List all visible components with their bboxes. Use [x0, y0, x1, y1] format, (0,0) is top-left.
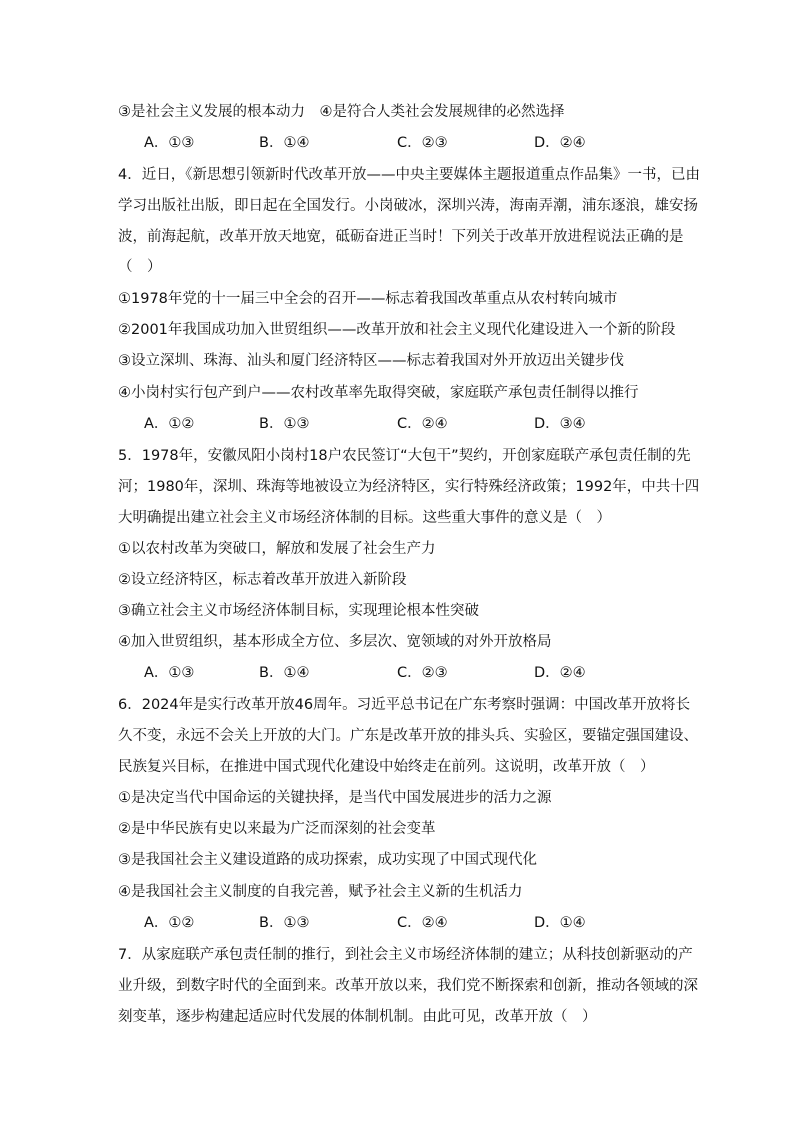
q4-option-a[interactable]: A．①② — [144, 416, 195, 432]
q5-item-3: ③确立社会主义市场经济体制目标，实现理论根本性突破 — [118, 603, 479, 619]
q5-item-4: ④加入世贸组织，基本形成全方位、多层次、宽领域的对外开放格局 — [118, 634, 552, 650]
q6-stem-line: 6．2024年是实行改革开放46周年。习近平总书记在广东考察时强调：中国改革开放将长 — [118, 697, 691, 713]
q4-stem-line: （ ） — [118, 259, 162, 275]
q6-option-c[interactable]: C．②④ — [397, 915, 448, 931]
q6-item-1: ①是决定当代中国命运的关键抉择，是当代中国发展进步的活力之源 — [118, 790, 552, 806]
q5-option-b[interactable]: B．①④ — [259, 665, 310, 681]
q4-item-4: ④小岗村实行包产到户——农村改革率先取得突破，家庭联产承包责任制得以推行 — [118, 385, 639, 401]
q5-stem-line: 5．1978年，安徽凤阳小岗村18户农民签订“大包干”契约，开创家庭联产承包责任制的先 — [118, 448, 691, 464]
q4-option-c[interactable]: C．②④ — [397, 416, 448, 432]
q4-stem-line: 学习出版社出版，即日起在全国发行。小岗破冰，深圳兴涛，海南弄潮，浦东逐浪，雄安扬 — [118, 198, 698, 214]
q6-option-b[interactable]: B．①③ — [259, 915, 310, 931]
q3-option-a[interactable]: A．①③ — [144, 135, 195, 151]
q7-stem-line: 业升级，到数字时代的全面到来。改革开放以来，我们党不断探索和创新，推动各领域的深 — [118, 978, 698, 994]
q6-option-d[interactable]: D．①④ — [534, 915, 586, 931]
q4-item-1: ①1978年党的十一届三中全会的召开——标志着我国改革重点从农村转向城市 — [118, 291, 618, 307]
q6-item-4: ④是我国社会主义制度的自我完善，赋予社会主义新的生机活力 — [118, 884, 523, 900]
q5-option-c[interactable]: C．②③ — [397, 665, 448, 681]
q6-item-3: ③是我国社会主义建设道路的成功探索，成功实现了中国式现代化 — [118, 852, 537, 868]
q3-item-line: ③是社会主义发展的根本动力 ④是符合人类社会发展规律的必然选择 — [118, 104, 565, 120]
q6-option-a[interactable]: A．①② — [144, 915, 195, 931]
q3-option-b[interactable]: B．①④ — [259, 135, 310, 151]
q6-item-2: ②是中华民族有史以来最为广泛而深刻的社会变革 — [118, 821, 436, 837]
q3-option-c[interactable]: C．②③ — [397, 135, 448, 151]
q5-item-1: ①以农村改革为突破口，解放和发展了社会生产力 — [118, 541, 436, 557]
q4-option-b[interactable]: B．①③ — [259, 416, 310, 432]
q4-item-2: ②2001年我国成功加入世贸组织——改革开放和社会主义现代化建设进入一个新的阶段 — [118, 322, 676, 338]
q6-stem-line: 久不变，永远不会关上开放的大门。广东是改革开放的排头兵、实验区，要锚定强国建设、 — [118, 728, 698, 744]
q7-stem-line: 刻变革，逐步构建起适应时代发展的体制机制。由此可见，改革开放（ ） — [118, 1009, 597, 1025]
q4-stem-line: 4．近日，《新思想引领新时代改革开放——中央主要媒体主题报道重点作品集》一书，已由 — [118, 167, 700, 183]
q7-stem-line: 7．从家庭联产承包责任制的推行，到社会主义市场经济体制的建立；从科技创新驱动的产 — [118, 947, 693, 963]
q4-stem-line: 波，前海起航，改革开放天地宽，砥砺奋进正当时！下列关于改革开放进程说法正确的是 — [118, 229, 684, 245]
q5-stem-line: 大明确提出建立社会主义市场经济体制的目标。这些重大事件的意义是（ ） — [118, 510, 611, 526]
q5-stem-line: 河；1980年，深圳、珠海等地被设立为经济特区，实行特殊经济政策；1992年，中共十四 — [118, 479, 700, 495]
q3-option-d[interactable]: D．②④ — [534, 135, 586, 151]
q5-item-2: ②设立经济特区，标志着改革开放进入新阶段 — [118, 572, 407, 588]
q5-option-d[interactable]: D．②④ — [534, 665, 586, 681]
q4-option-d[interactable]: D．③④ — [534, 416, 586, 432]
q6-stem-line: 民族复兴目标，在推进中国式现代化建设中始终走在前列。这说明，改革开放（ ） — [118, 759, 655, 775]
q5-option-a[interactable]: A．①③ — [144, 665, 195, 681]
q4-item-3: ③设立深圳、珠海、汕头和厦门经济特区——标志着我国对外开放迈出关键步伐 — [118, 353, 624, 369]
